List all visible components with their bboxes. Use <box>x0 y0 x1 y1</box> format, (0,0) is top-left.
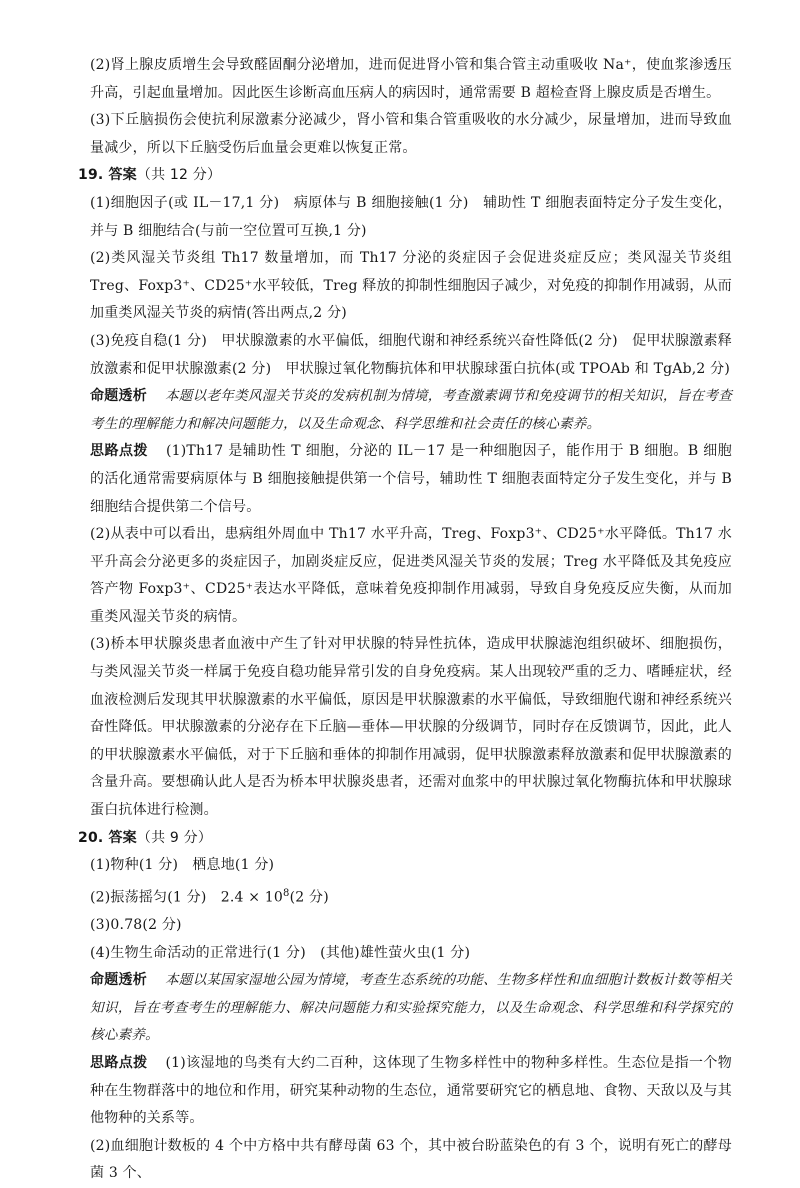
q19-intent <box>90 383 732 438</box>
q20-hint-2: (2)血细胞计数板的 4 个中方格中共有酵母菌 63 个，其中被台盼蓝染色的有 3 个，说明有死亡的酵母菌 3 个、 <box>90 1137 732 1182</box>
q20-hint-1-text: (1)该湿地的鸟类有大约二百种，这体现了生物多样性中的物种多样性。生态位是指一个物种在生物群落中的地位和作用，研究某种动物的生态位，通常要研究它的栖息地、食物、天敌以及与其他物种的关系等。 <box>90 1055 732 1127</box>
q20-points: （共 9 分） <box>136 829 213 846</box>
q19-hint-1-text: (1)Th17 是辅助性 T 细胞，分泌的 IL－17 是一种细胞因子，能作用于 B 细胞。B 细胞的活化通常需要病原体与 B 细胞接触提供第一个信号，辅助性 T 细胞表面特定分子发生变化，并与 B 细胞结合提供第二个信号。 <box>90 443 732 515</box>
q19-hint-2: (2)从表中可以看出，患病组外周血中 Th17 水平升高，Treg、Foxp3⁺、CD25⁺水平降低。Th17 水平升高会分泌更多的炎症因子，加剧炎症反应，促进类风湿关节炎的发展；Treg 水平降低及其免疫应答产物 Foxp3⁺、CD25⁺表达水平降低，意味着免疫抑制作用减弱，导致自身免疫反应失衡，从而加重类风湿关节炎的病情。 <box>90 526 732 625</box>
q20-heading <box>78 825 732 853</box>
q20-answer-4: (4)生物生命活动的正常进行(1 分) (其他)雄性萤火虫(1 分) <box>90 944 471 961</box>
q19-hint-1 <box>90 438 732 521</box>
q19-hint-label: 思路点拨 <box>90 443 148 460</box>
q20-answer-2-exponent: 8 <box>283 887 290 899</box>
q19-title: 19. 答案 <box>78 167 137 184</box>
q20-intent-text: 本题以某国家湿地公园为情境，考查生态系统的功能、生物多样性和血细胞计数板计数等相关知识，旨在考查考生的理解能力、解决问题能力和实验探究能力，以及生命观念、科学思维和科学探究的核心素养。 <box>90 972 732 1044</box>
cont-answer-3: (3)下丘脑损伤会使抗利尿激素分泌减少，肾小管和集合管重吸收的水分减少，尿量增加，进而导致血量减少，所以下丘脑受伤后血量会更难以恢复正常。 <box>90 112 732 156</box>
q20-title: 20. 答案 <box>78 829 137 846</box>
q19-heading <box>78 162 732 190</box>
q19-hint-3: (3)桥本甲状腺炎患者血液中产生了针对甲状腺的特异性抗体，造成甲状腺滤泡组织破坏、细胞损伤，与类风湿关节炎一样属于免疫自稳功能异常引发的自身免疫病。某人出现较严重的乏力、嗜睡症状，经血液检测后发现其甲状腺激素的水平偏低，原因是甲状腺激素的水平偏低，导致细胞代谢和神经系统兴奋性降低。甲状腺激素的分泌存在下丘脑—垂体—甲状腺的分级调节，同时存在反馈调节，因此，此人的甲状腺激素水平偏低，对于下丘脑和垂体的抑制作用减弱，促甲状腺激素释放激素和促甲状腺激素的含量升高。要想确认此人是否为桥本甲状腺炎患者，还需对血浆中的甲状腺过氧化物酶抗体和甲状腺球蛋白抗体进行检测。 <box>90 636 732 819</box>
q19-intent-label: 命题透析 <box>90 388 147 405</box>
q20-answer-2-post: (2 分) <box>289 889 329 906</box>
q20-hint-1 <box>90 1050 732 1133</box>
q19-answer-2: (2)类风湿关节炎组 Th17 数量增加，而 Th17 分泌的炎症因子会促进炎症反应；类风湿关节炎组 Treg、Foxp3⁺、CD25⁺水平较低，Treg 释放的抑制性细胞因子减少，对免疫的抑制作用减弱，从而加重类风湿关节炎的病情(答出两点,2 分) <box>90 250 732 322</box>
q19-answer-3: (3)免疫自稳(1 分) 甲状腺激素的水平偏低，细胞代谢和神经系统兴奋性降低(2 分) 促甲状腺激素释放激素和促甲状腺激素(2 分) 甲状腺过氧化物酶抗体和甲状腺球蛋白抗体(或 TPOAb 和 TgAb,2 分) <box>90 332 732 377</box>
q20-answer-2 <box>90 880 732 912</box>
q20-hint-label: 思路点拨 <box>90 1055 148 1072</box>
cont-answer-2: (2)肾上腺皮质增生会导致醛固酮分泌增加，进而促进肾小管和集合管主动重吸收 Na⁺，使血浆渗透压升高，引起血量增加。因此医生诊断高血压病人的病因时，通常需要 B 超检查肾上腺皮质是否增生。 <box>90 57 732 101</box>
q20-answer-1: (1)物种(1 分) 栖息地(1 分) <box>90 857 275 874</box>
q19-intent-text: 本题以老年类风湿关节炎的发病机制为情境，考查激素调节和免疫调节的相关知识，旨在考查考生的理解能力和解决问题能力，以及生命观念、科学思维和社会责任的核心素养。 <box>90 388 732 432</box>
q20-intent <box>90 967 732 1050</box>
q19-answer-1: (1)细胞因子(或 IL－17,1 分) 病原体与 B 细胞接触(1 分) 辅助性 T 细胞表面特定分子发生变化，并与 B 细胞结合(与前一空位置可互换,1 分) <box>90 194 732 239</box>
q20-intent-label: 命题透析 <box>90 972 147 989</box>
q20-answer-2-pre: (2)振荡摇匀(1 分) 2.4 × 10 <box>90 889 284 906</box>
q19-points: （共 12 分） <box>136 167 222 184</box>
q20-answer-3: (3)0.78(2 分) <box>90 917 182 934</box>
